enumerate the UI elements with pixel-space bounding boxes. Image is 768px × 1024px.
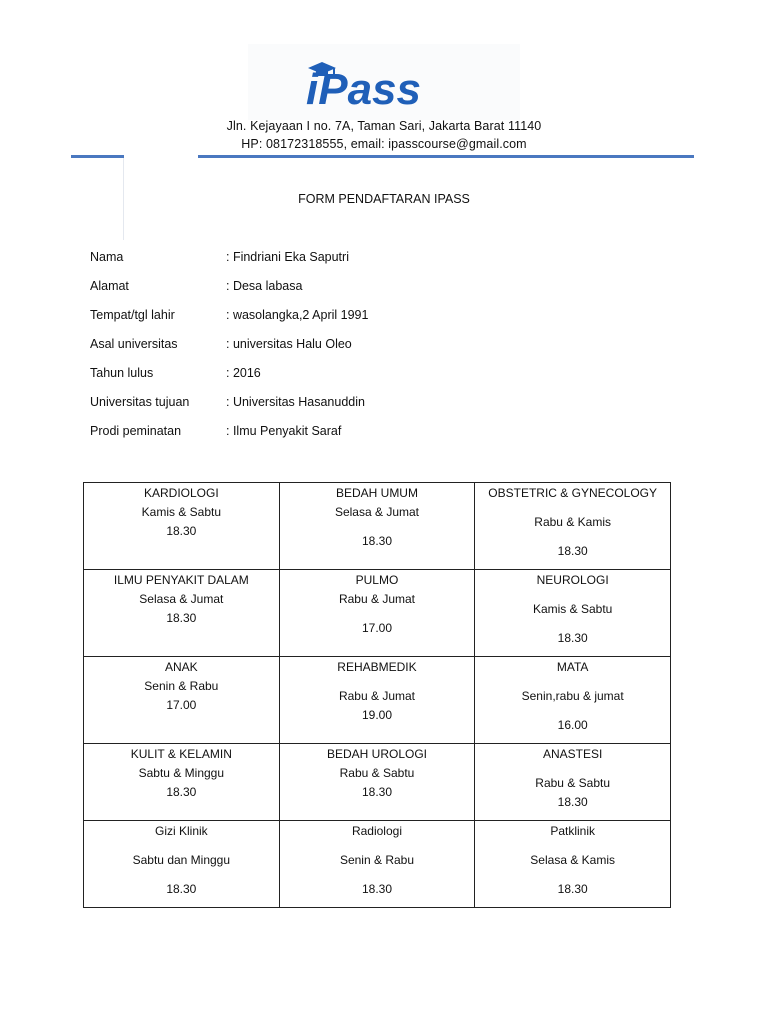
course-name: KARDIOLOGI xyxy=(143,486,219,500)
table-cell xyxy=(279,821,475,908)
course-days: Rabu & Sabtu xyxy=(535,776,611,790)
course-name: ANAK xyxy=(164,660,198,674)
field-label: Prodi peminatan xyxy=(90,424,182,438)
course-time: 18.30 xyxy=(557,544,588,558)
table-cell xyxy=(84,744,280,821)
course-days: Rabu & Kamis xyxy=(534,515,611,529)
course-days: Selasa & Jumat xyxy=(334,505,419,519)
field-label: Universitas tujuan xyxy=(90,395,190,409)
field-label: Tahun lulus xyxy=(90,366,154,380)
field-label: Asal universitas xyxy=(90,337,178,351)
table-row xyxy=(84,821,671,908)
course-name: ILMU PENYAKIT DALAM xyxy=(113,573,249,587)
header-rule xyxy=(198,155,694,158)
field-value: : Findriani Eka Saputri xyxy=(226,250,349,264)
table-cell xyxy=(279,483,475,570)
table-row xyxy=(84,744,671,821)
table-row xyxy=(84,570,671,657)
table-cell xyxy=(475,483,671,570)
field-label: Nama xyxy=(90,250,124,264)
table-cell xyxy=(84,483,280,570)
field-value: : universitas Halu Oleo xyxy=(226,337,352,351)
course-name: NEUROLOGI xyxy=(536,573,609,587)
course-name: Radiologi xyxy=(351,824,402,838)
field-label: Alamat xyxy=(90,279,129,293)
course-time: 17.00 xyxy=(361,621,392,635)
course-days: Selasa & Kamis xyxy=(530,853,615,867)
course-days: Rabu & Jumat xyxy=(338,592,415,606)
course-name: Patklinik xyxy=(550,824,595,838)
table-row xyxy=(84,483,671,570)
form-title: FORM PENDAFTARAN IPASS xyxy=(298,192,470,206)
course-name: Gizi Klinik xyxy=(154,824,208,838)
course-time: 18.30 xyxy=(166,524,197,538)
course-time: 18.30 xyxy=(361,882,392,896)
field-value: : 2016 xyxy=(226,366,261,380)
ipass-logo-graphic xyxy=(304,54,464,110)
table-cell xyxy=(279,657,475,744)
course-days: Senin & Rabu xyxy=(339,853,415,867)
address-line: Jln. Kejayaan I no. 7A, Taman Sari, Jakarta Barat 11140 xyxy=(226,119,542,133)
logo-wordmark: iPass xyxy=(306,65,421,110)
ipass-logo xyxy=(248,44,520,120)
course-time: 18.30 xyxy=(166,785,197,799)
course-time: 18.30 xyxy=(361,534,392,548)
course-time: 18.30 xyxy=(166,611,197,625)
field-value: : wasolangka,2 April 1991 xyxy=(226,308,369,322)
course-name: MATA xyxy=(556,660,589,674)
table-cell xyxy=(279,570,475,657)
course-days: Kamis & Sabtu xyxy=(532,602,613,616)
course-days: Rabu & Sabtu xyxy=(339,766,415,780)
course-name: REHABMEDIK xyxy=(337,660,417,674)
course-days: Senin,rabu & jumat xyxy=(521,689,624,703)
course-name: KULIT & KELAMIN xyxy=(130,747,232,761)
course-name: BEDAH UMUM xyxy=(335,486,418,500)
schedule-table xyxy=(83,482,671,908)
table-cell xyxy=(475,657,671,744)
course-days: Selasa & Jumat xyxy=(139,592,224,606)
course-time: 18.30 xyxy=(361,785,392,799)
table-cell xyxy=(279,744,475,821)
course-time: 18.30 xyxy=(166,882,197,896)
table-cell xyxy=(84,570,280,657)
field-value: : Desa labasa xyxy=(226,279,303,293)
course-name: ANASTESI xyxy=(542,747,603,761)
course-days: Sabtu & Minggu xyxy=(138,766,225,780)
course-time: 16.00 xyxy=(557,718,588,732)
table-row xyxy=(84,657,671,744)
table-cell xyxy=(475,744,671,821)
field-value: : Ilmu Penyakit Saraf xyxy=(226,424,342,438)
course-name: PULMO xyxy=(355,573,399,587)
course-time: 18.30 xyxy=(557,795,588,809)
contact-line: HP: 08172318555, email: ipasscourse@gmail.com xyxy=(241,137,527,151)
table-cell xyxy=(475,821,671,908)
table-cell xyxy=(84,821,280,908)
course-time: 17.00 xyxy=(166,698,197,712)
course-days: Senin & Rabu xyxy=(144,679,219,693)
table-cell xyxy=(475,570,671,657)
course-time: 18.30 xyxy=(557,631,588,645)
course-days: Kamis & Sabtu xyxy=(141,505,222,519)
field-label: Tempat/tgl lahir xyxy=(90,308,175,322)
course-time: 19.00 xyxy=(361,708,392,722)
header-rule-left xyxy=(71,155,124,158)
course-days: Rabu & Jumat xyxy=(338,689,415,703)
table-cell xyxy=(84,657,280,744)
course-days: Sabtu dan Minggu xyxy=(132,853,231,867)
course-name: BEDAH UROLOGI xyxy=(326,747,427,761)
field-value: : Universitas Hasanuddin xyxy=(226,395,365,409)
course-time: 18.30 xyxy=(557,882,588,896)
course-name: OBSTETRIC & GYNECOLOGY xyxy=(488,486,657,500)
